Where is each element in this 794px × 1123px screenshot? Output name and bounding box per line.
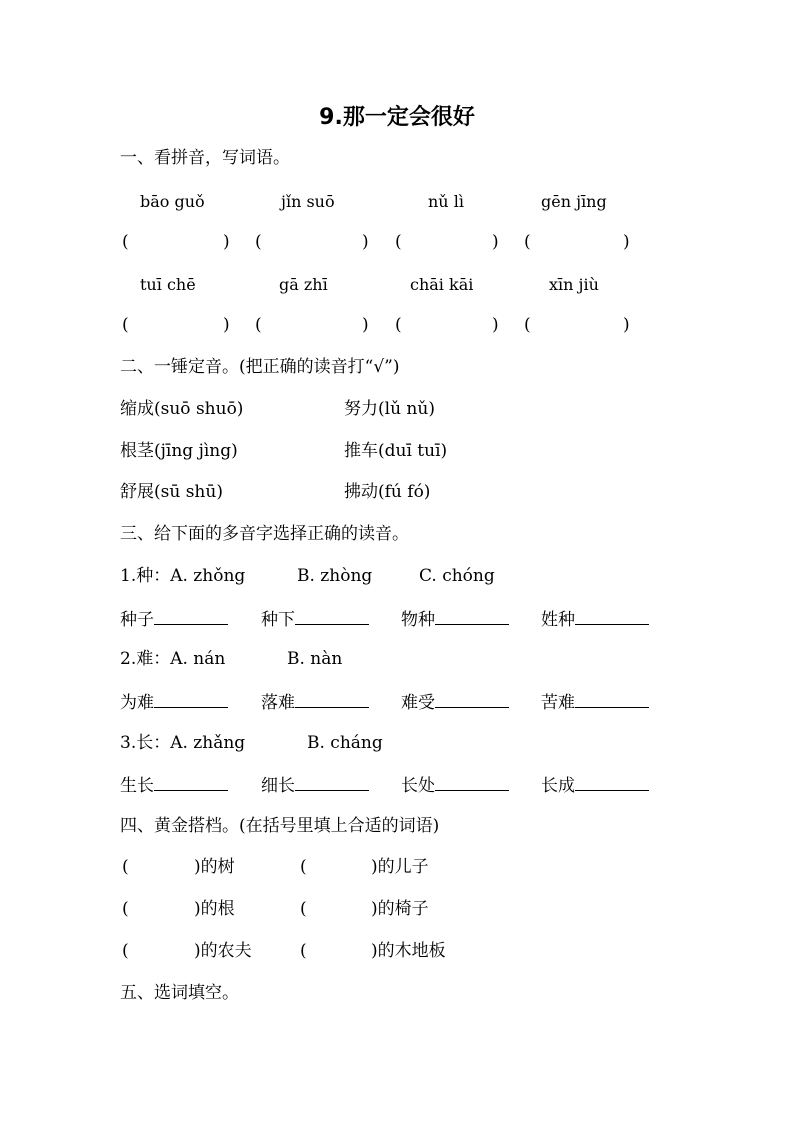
fill-word-text: 难受 [401, 693, 435, 713]
pinyin-item: gēn jīng [541, 192, 607, 211]
answer-blank[interactable] [575, 690, 649, 708]
answer-blank[interactable] [154, 690, 228, 708]
fill-word [401, 773, 509, 797]
match-item-text: 的根 [200, 899, 235, 919]
fill-word-text: 生长 [120, 776, 154, 796]
answer-bracket-close: ) [223, 315, 230, 335]
polyphone-option: B. zhòng [297, 566, 373, 586]
answer-blank[interactable] [295, 607, 369, 625]
answer-bracket-close: ) [362, 315, 369, 335]
answer-blank[interactable] [435, 773, 509, 791]
fill-word-text: 种下 [261, 610, 295, 630]
fill-word [261, 607, 369, 631]
answer-blank[interactable] [435, 607, 509, 625]
match-item-text: 的儿子 [377, 857, 429, 877]
match-bracket-close: ) [371, 941, 378, 961]
answer-blank[interactable] [295, 690, 369, 708]
pinyin-item: chāi kāi [410, 275, 474, 294]
fill-word-text: 物种 [401, 610, 435, 630]
match-item-text: 的树 [200, 857, 235, 877]
match-bracket-open[interactable]: ( [122, 899, 129, 919]
pronunciation-choice[interactable]: 缩成(suō shuō) [120, 399, 244, 419]
match-item-text: 的椅子 [377, 899, 429, 919]
section5-heading: 五、选词填空。 [120, 983, 239, 1003]
answer-bracket-open[interactable]: ( [122, 232, 129, 252]
answer-blank[interactable] [154, 607, 228, 625]
match-bracket-close: ) [194, 857, 201, 877]
answer-bracket-close: ) [492, 232, 499, 252]
answer-bracket-close: ) [223, 232, 230, 252]
match-bracket-close: ) [194, 941, 201, 961]
pinyin-item: xīn jiù [549, 275, 599, 294]
polyphone-prompt: 3.长：A. zhǎng [120, 733, 246, 753]
section1-heading: 一、看拼音，写词语。 [120, 148, 290, 168]
pronunciation-choice[interactable]: 舒展(sū shū) [120, 482, 223, 502]
section4-heading: 四、黄金搭档。(在括号里填上合适的词语) [120, 816, 440, 836]
pinyin-item: gā zhī [279, 275, 328, 294]
answer-bracket-close: ) [362, 232, 369, 252]
fill-word [401, 690, 509, 714]
match-bracket-open[interactable]: ( [122, 941, 129, 961]
fill-word [401, 607, 509, 631]
fill-word [261, 773, 369, 797]
answer-blank[interactable] [154, 773, 228, 791]
match-item-text: 的农夫 [200, 941, 252, 961]
fill-word [541, 773, 649, 797]
match-bracket-close: ) [371, 857, 378, 877]
match-item [194, 940, 252, 962]
pinyin-item: jǐn suō [281, 192, 335, 211]
polyphone-prompt: 1.种：A. zhǒng [120, 566, 246, 586]
polyphone-option: B. nàn [287, 649, 343, 669]
fill-word [541, 690, 649, 714]
answer-blank[interactable] [295, 773, 369, 791]
fill-word-text: 为难 [120, 693, 154, 713]
pinyin-item: bāo guǒ [140, 192, 205, 211]
worksheet-title: 9.那一定会很好 [319, 105, 475, 130]
match-item [371, 856, 429, 878]
fill-word [120, 690, 228, 714]
section2-heading: 二、一锤定音。(把正确的读音打“√”) [120, 357, 400, 377]
fill-word-text: 长成 [541, 776, 575, 796]
answer-bracket-close: ) [623, 232, 630, 252]
answer-bracket-open[interactable]: ( [395, 315, 402, 335]
match-item-text: 的木地板 [377, 941, 446, 961]
match-bracket-open[interactable]: ( [300, 899, 307, 919]
answer-bracket-open[interactable]: ( [122, 315, 129, 335]
fill-word [120, 773, 228, 797]
answer-bracket-open[interactable]: ( [524, 232, 531, 252]
answer-blank[interactable] [575, 607, 649, 625]
polyphone-option: B. cháng [307, 733, 383, 753]
fill-word [120, 607, 228, 631]
fill-word-text: 种子 [120, 610, 154, 630]
polyphone-prompt: 2.难：A. nán [120, 649, 226, 669]
pronunciation-choice[interactable]: 推车(duī tuī) [344, 441, 448, 461]
answer-bracket-open[interactable]: ( [255, 232, 262, 252]
fill-word-text: 细长 [261, 776, 295, 796]
fill-word-text: 长处 [401, 776, 435, 796]
match-item [371, 940, 446, 962]
answer-blank[interactable] [435, 690, 509, 708]
match-item [371, 898, 429, 920]
match-bracket-close: ) [194, 899, 201, 919]
answer-bracket-close: ) [492, 315, 499, 335]
pinyin-item: tuī chē [140, 275, 196, 294]
match-bracket-open[interactable]: ( [300, 857, 307, 877]
answer-bracket-open[interactable]: ( [395, 232, 402, 252]
fill-word [261, 690, 369, 714]
answer-blank[interactable] [575, 773, 649, 791]
pronunciation-choice[interactable]: 努力(lǔ nǔ) [344, 399, 435, 419]
pronunciation-choice[interactable]: 拂动(fú fó) [344, 482, 431, 502]
pinyin-item: nǔ lì [428, 192, 464, 211]
match-item [194, 856, 235, 878]
answer-bracket-close: ) [623, 315, 630, 335]
section3-heading: 三、给下面的多音字选择正确的读音。 [120, 524, 409, 544]
answer-bracket-open[interactable]: ( [524, 315, 531, 335]
pronunciation-choice[interactable]: 根茎(jīng jìng) [120, 441, 238, 461]
fill-word-text: 落难 [261, 693, 295, 713]
match-item [194, 898, 235, 920]
match-bracket-open[interactable]: ( [300, 941, 307, 961]
match-bracket-close: ) [371, 899, 378, 919]
polyphone-option: C. chóng [419, 566, 495, 586]
fill-word-text: 姓种 [541, 610, 575, 630]
fill-word [541, 607, 649, 631]
fill-word-text: 苦难 [541, 693, 575, 713]
answer-bracket-open[interactable]: ( [255, 315, 262, 335]
match-bracket-open[interactable]: ( [122, 857, 129, 877]
